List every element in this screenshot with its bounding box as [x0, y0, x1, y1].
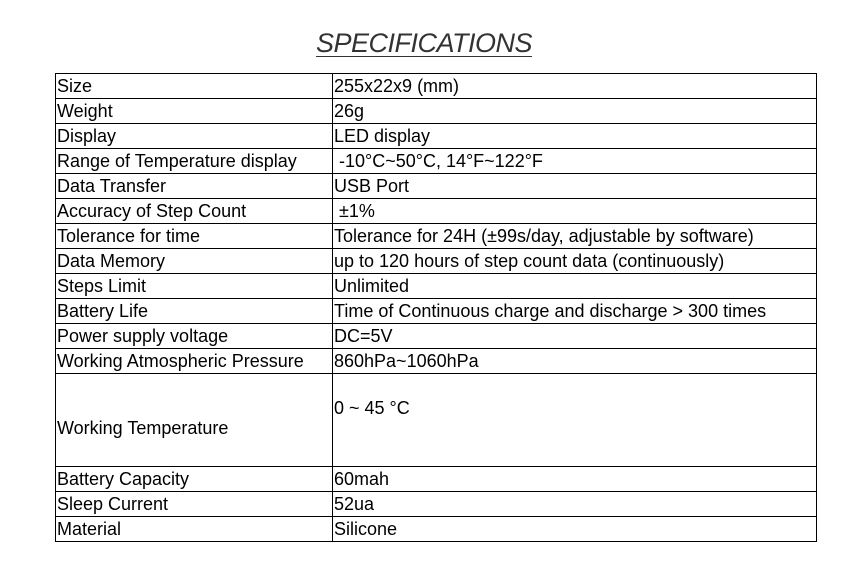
table-row — [56, 374, 817, 467]
table-row — [56, 99, 817, 124]
spec-value: up to 120 hours of step count data (continuously) — [333, 249, 817, 274]
table-row — [56, 467, 817, 492]
spec-value: Tolerance for 24H (±99s/day, adjustable by software) — [333, 224, 817, 249]
spec-label: Accuracy of Step Count — [56, 199, 333, 224]
table-row — [56, 492, 817, 517]
table-row — [56, 299, 817, 324]
spec-value: Time of Continuous charge and discharge > 300 times — [333, 299, 817, 324]
page-title: SPECIFICATIONS — [315, 28, 533, 58]
spec-label: Working Atmospheric Pressure — [56, 349, 333, 374]
spec-label: Weight — [56, 99, 333, 124]
spec-value: LED display — [333, 124, 817, 149]
spec-label: Display — [56, 124, 333, 149]
spec-value: DC=5V — [333, 324, 817, 349]
spec-value: ±1% — [333, 199, 817, 224]
table-row — [56, 74, 817, 99]
spec-value: USB Port — [333, 174, 817, 199]
table-row — [56, 349, 817, 374]
spec-value: 26g — [333, 99, 817, 124]
spec-label: Working Temperature — [56, 374, 333, 467]
spec-label: Size — [56, 74, 333, 99]
spec-label: Steps Limit — [56, 274, 333, 299]
spec-label: Battery Life — [56, 299, 333, 324]
table-row — [56, 224, 817, 249]
spec-value: Unlimited — [333, 274, 817, 299]
spec-value: 0 ~ 45 °C — [333, 374, 817, 467]
table-row — [56, 149, 817, 174]
spec-label: Battery Capacity — [56, 467, 333, 492]
table-row — [56, 199, 817, 224]
table-row — [56, 274, 817, 299]
spec-label: Data Memory — [56, 249, 333, 274]
table-row — [56, 174, 817, 199]
spec-value: 52ua — [333, 492, 817, 517]
spec-label: Material — [56, 517, 333, 542]
spec-value: 60mah — [333, 467, 817, 492]
spec-label: Power supply voltage — [56, 324, 333, 349]
spec-label: Range of Temperature display — [56, 149, 333, 174]
spec-value: -10°C~50°C, 14°F~122°F — [333, 149, 817, 174]
table-row — [56, 517, 817, 542]
specifications-table — [55, 73, 817, 542]
spec-label: Data Transfer — [56, 174, 333, 199]
table-row — [56, 124, 817, 149]
spec-value: Silicone — [333, 517, 817, 542]
table-row — [56, 249, 817, 274]
spec-label: Tolerance for time — [56, 224, 333, 249]
spec-value: 860hPa~1060hPa — [333, 349, 817, 374]
table-row — [56, 324, 817, 349]
spec-value: 255x22x9 (mm) — [333, 74, 817, 99]
spec-label: Sleep Current — [56, 492, 333, 517]
